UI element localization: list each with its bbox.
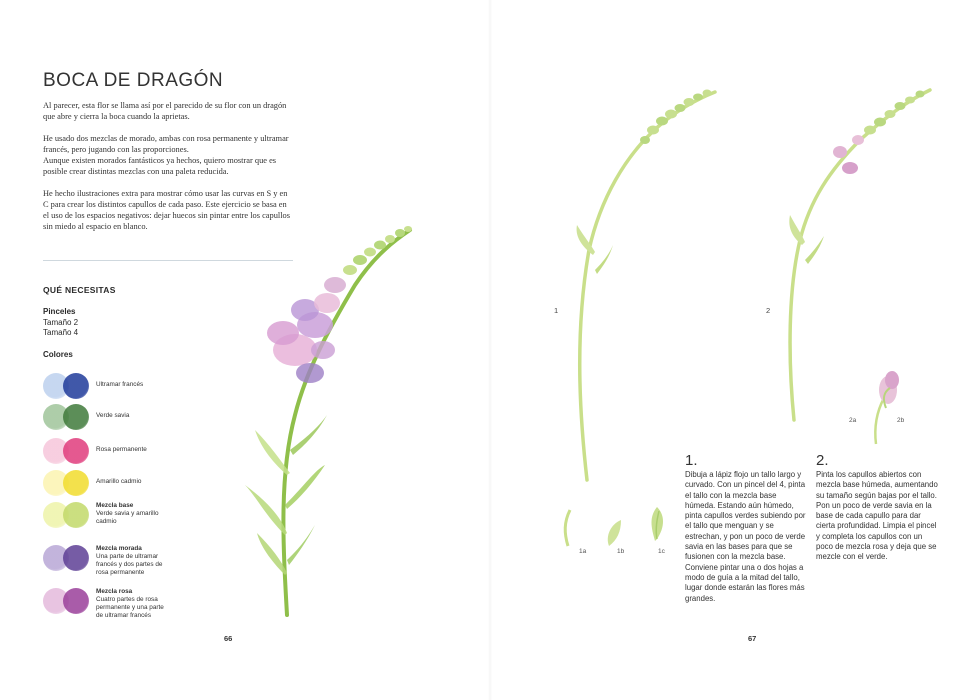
bud-sketch-1b <box>603 518 625 548</box>
colors-heading: Colores <box>43 350 73 359</box>
color-swatch-label <box>96 545 171 577</box>
bud-sketch-2ab <box>868 368 908 446</box>
color-swatch-label <box>96 478 171 486</box>
sub-figure-label: 2b <box>897 417 905 424</box>
step1-stem-illustration <box>565 80 725 490</box>
intro-paragraph: Aunque existen morados fantásticos ya hechos, quiero mostrar que es posible crear distintas mezclas con una paleta reducida. <box>43 156 277 176</box>
page-number-right: 67 <box>748 634 757 643</box>
color-name: Mezcla morada <box>96 545 142 552</box>
dark-wash-swatch <box>63 470 89 496</box>
page-gutter <box>488 0 492 700</box>
step-1-instructions <box>685 453 807 604</box>
sub-figure-label: 1c <box>658 548 665 555</box>
step-2-instructions <box>816 453 938 563</box>
color-name: Mezcla rosa <box>96 588 133 595</box>
sub-figure-label: 1a <box>579 548 587 555</box>
color-swatch-label <box>96 412 171 420</box>
intro-paragraph: Al parecer, esta flor se llama así por el parecido de su flor con un dragón que abre y cierra la boca cuando la aprietas. <box>43 101 287 121</box>
figure-label: 2 <box>766 306 771 315</box>
color-name: Rosa permanente <box>96 446 147 453</box>
color-name: Ultramar francés <box>96 381 144 388</box>
dark-wash-swatch <box>63 502 89 528</box>
color-swatch-label <box>96 381 171 389</box>
color-name: Amarillo cadmio <box>96 478 142 485</box>
step-text: Pinta los capullos abiertos con mezcla base húmeda, aumentando su tamaño según bajas por el tallo. Pon un poco de verde savia en la base de cada capullo para dar cierta profundidad. Limpia el pincel y completa los capullos con un poco de mezcla rosa y deja que se mezcle con el verde. <box>816 470 938 562</box>
color-name: Verde savia <box>96 412 130 419</box>
needs-heading: QUÉ NECESITAS <box>43 285 116 295</box>
sub-figure-label: 2a <box>849 417 857 424</box>
brush-size: Tamaño 4 <box>43 328 79 337</box>
color-detail: Verde savia y amarillo cadmio <box>96 510 159 525</box>
color-swatch-label <box>96 502 171 526</box>
color-detail: Cuatro partes de rosa permanente y una parte de ultramar francés <box>96 596 164 619</box>
brushes-heading: Pinceles <box>43 307 76 316</box>
bud-sketch-1c <box>645 505 669 543</box>
color-name: Mezcla base <box>96 502 134 509</box>
brushes-list <box>43 307 78 339</box>
step-number: 2. <box>816 452 829 469</box>
figure-label: 1 <box>554 306 559 315</box>
intro-paragraph: He hecho ilustraciones extra para mostrar cómo usar las curvas en S y en C para crear los distintos capullos de cada paso. Este ejercicio se basa en el uso de los espacios negativos: dejar huecos sin pintar entre los capullos sin miedo al espacio en blanco. <box>43 189 291 231</box>
color-swatch-label <box>96 446 171 454</box>
page-number-left: 66 <box>224 634 233 643</box>
snapdragon-illustration <box>235 215 425 625</box>
color-swatch-label <box>96 588 171 620</box>
intro-paragraph: He usado dos mezclas de morado, ambas con rosa permanente y ultramar francés, pero jugando con las proporciones. <box>43 134 289 154</box>
dark-wash-swatch <box>63 588 89 614</box>
step2-stem-illustration <box>780 80 940 425</box>
dark-wash-swatch <box>63 438 89 464</box>
color-detail: Una parte de ultramar francés y dos partes de rosa permanente <box>96 553 163 576</box>
sub-figure-label: 1b <box>617 548 625 555</box>
step-number: 1. <box>685 452 698 469</box>
page-title: BOCA DE DRAGÓN <box>43 70 224 91</box>
brush-size: Tamaño 2 <box>43 317 79 327</box>
dark-wash-swatch <box>63 404 89 430</box>
dark-wash-swatch <box>63 545 89 571</box>
bud-sketch-1a <box>560 508 578 548</box>
dark-wash-swatch <box>63 373 89 399</box>
step-text: Dibuja a lápiz flojo un tallo largo y curvado. Con un pincel del 4, pinta el tallo con la mezcla base húmeda. Estando aún húmedo, pinta capullos verdes subiendo por el tallo que menguan y se estrechan, y pon un poco de verde savia en las bases para que se fusionen con la mezcla base. Conviene pintar una o dos hojas a modo de guía a la mitad del tallo, lugar donde estarán las flores más grandes. <box>685 470 806 603</box>
